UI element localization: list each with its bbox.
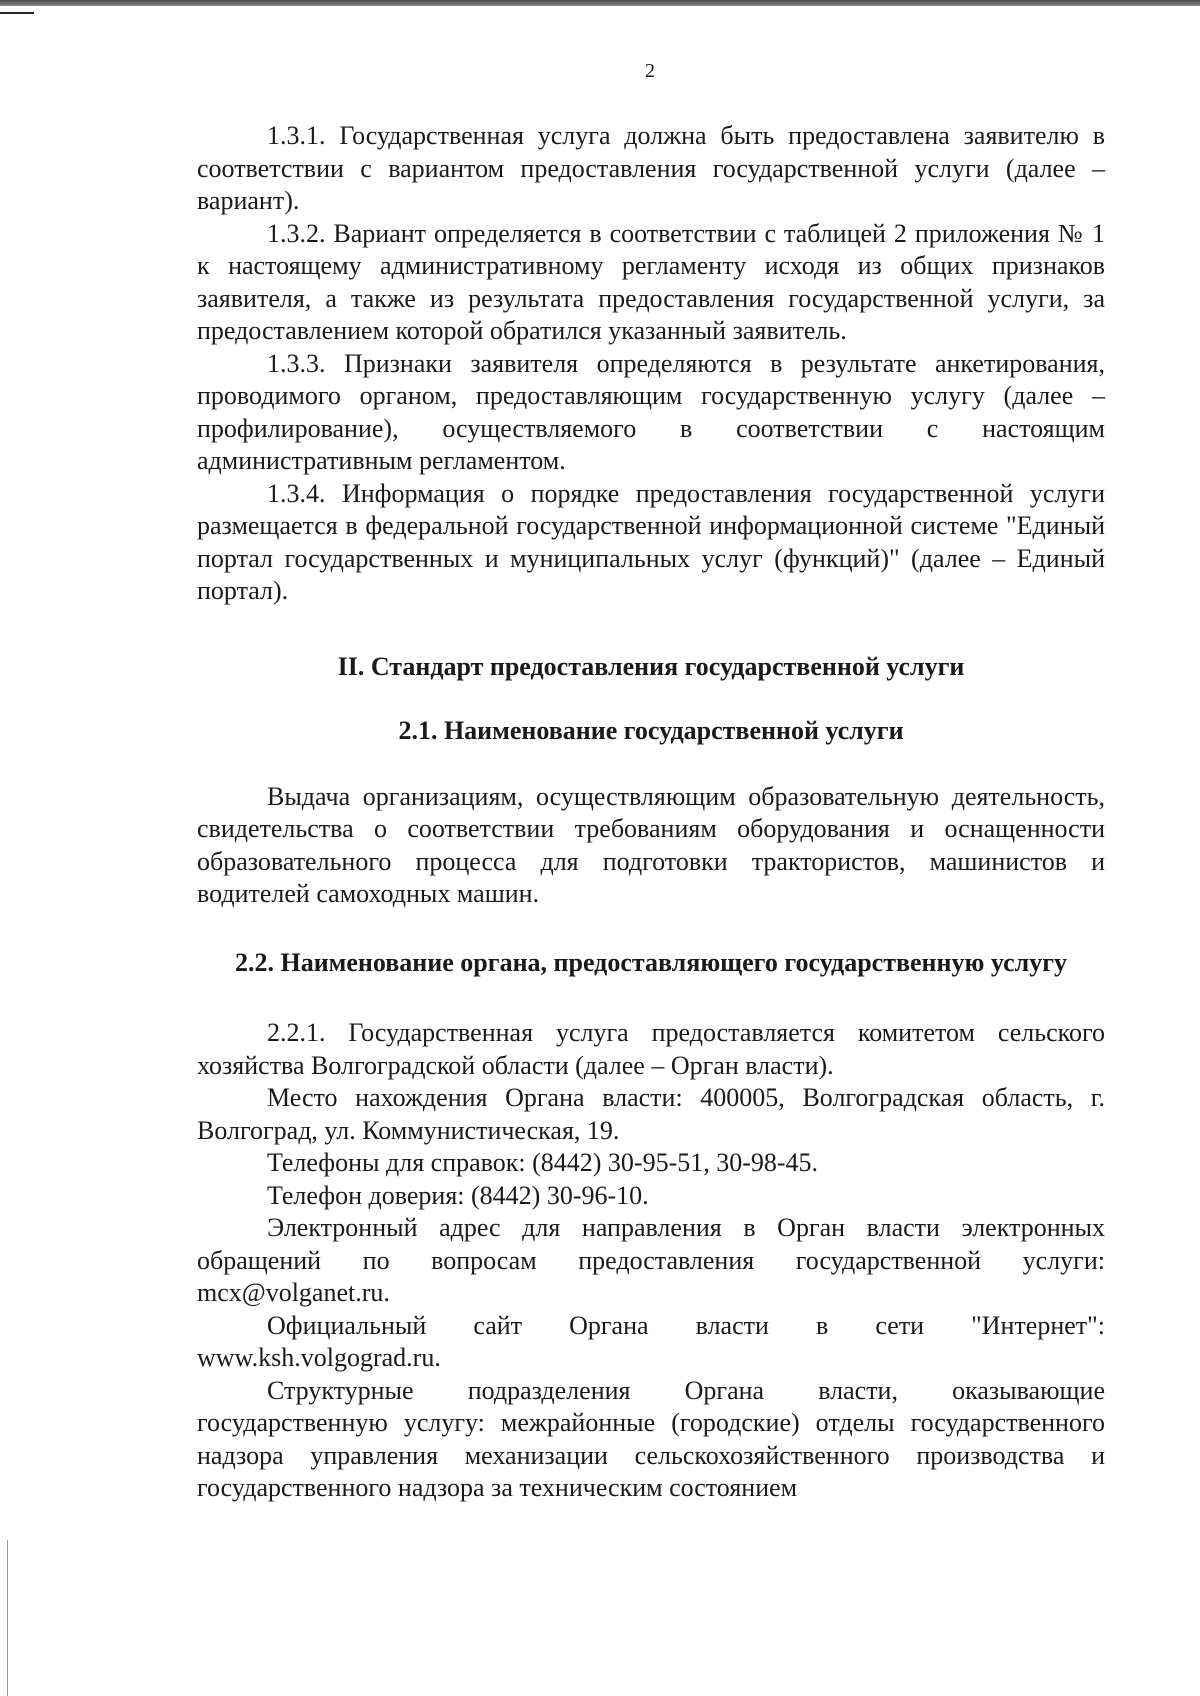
paragraph-trust-phone: Телефон доверия: (8442) 30-96-10. (267, 1180, 649, 1210)
paragraph-1-3-2: 1.3.2. Вариант определяется в соответствии с таблицей 2 приложения № 1 к настоящему административному регламенту исходя из общих признаков заявителя, а также из результата предоставления государственной услуги, за предоставлением которой обратился указанный заявитель. (197, 218, 1105, 345)
paragraph-2-2-1: 2.2.1. Государственная услуга предоставляется комитетом сельского хозяйства Волгоградской области (далее – Орган власти). (197, 1018, 1105, 1080)
subsection-heading-2-2: 2.2. Наименование органа, предоставляющего государственную услугу (234, 947, 1068, 977)
scan-top-edge (0, 0, 1200, 6)
paragraph-location: Место нахождения Органа власти: 400005, Волгоградская область, г. Волгоград, ул. Коммунистическая, 19. (197, 1083, 1105, 1145)
paragraph-email: Электронный адрес для направления в Орган власти электронных обращений по вопросам предоставления государственной услуги: mcx@volganet.ru. (197, 1213, 1105, 1307)
page-number: 2 (645, 60, 655, 82)
paragraph-1-3-3: 1.3.3. Признаки заявителя определяются в результате анкетирования, проводимого органом, предоставляющим государственную услугу (далее – профилирование), осуществляемого в соответствии с настоящим административным регламентом. (197, 348, 1105, 475)
scan-corner-mark (0, 12, 34, 14)
section-heading-standard: II. Стандарт предоставления государственной услуги (337, 651, 965, 681)
paragraph-1-3-1: 1.3.1. Государственная услуга должна быть предоставлена заявителю в соответствии с вариантом предоставления государственной услуги (далее – вариант). (197, 121, 1105, 215)
paragraph-structure: Структурные подразделения Органа власти, оказывающие государственную услугу: межрайонные (городские) отделы государственного надзора управления механизации сельскохозяйственного производства и государственного надзора за техническим состоянием (197, 1375, 1105, 1502)
paragraph-website: Официальный сайт Органа власти в сети "Интернет": www.ksh.volgograd.ru. (197, 1310, 1105, 1372)
paragraph-1-3-4: 1.3.4. Информация о порядке предоставления государственной услуги размещается в федеральной государственной информационной системе "Единый портал государственных и муниципальных услуг (функций)" (далее – Единый портал). (197, 478, 1105, 605)
document-body (197, 120, 1105, 1505)
paragraph-2-1-text: Выдача организациям, осуществляющим образовательную деятельность, свидетельства о соответствии требованиям оборудования и оснащенности образовательного процесса для подготовки трактористов, машинистов и водителей самоходных машин. (197, 781, 1105, 908)
subsection-heading-2-1: 2.1. Наименование государственной услуги (398, 716, 904, 745)
paragraph-phones: Телефоны для справок: (8442) 30-95-51, 30-98-45. (267, 1148, 819, 1177)
scan-left-edge (7, 1540, 8, 1696)
